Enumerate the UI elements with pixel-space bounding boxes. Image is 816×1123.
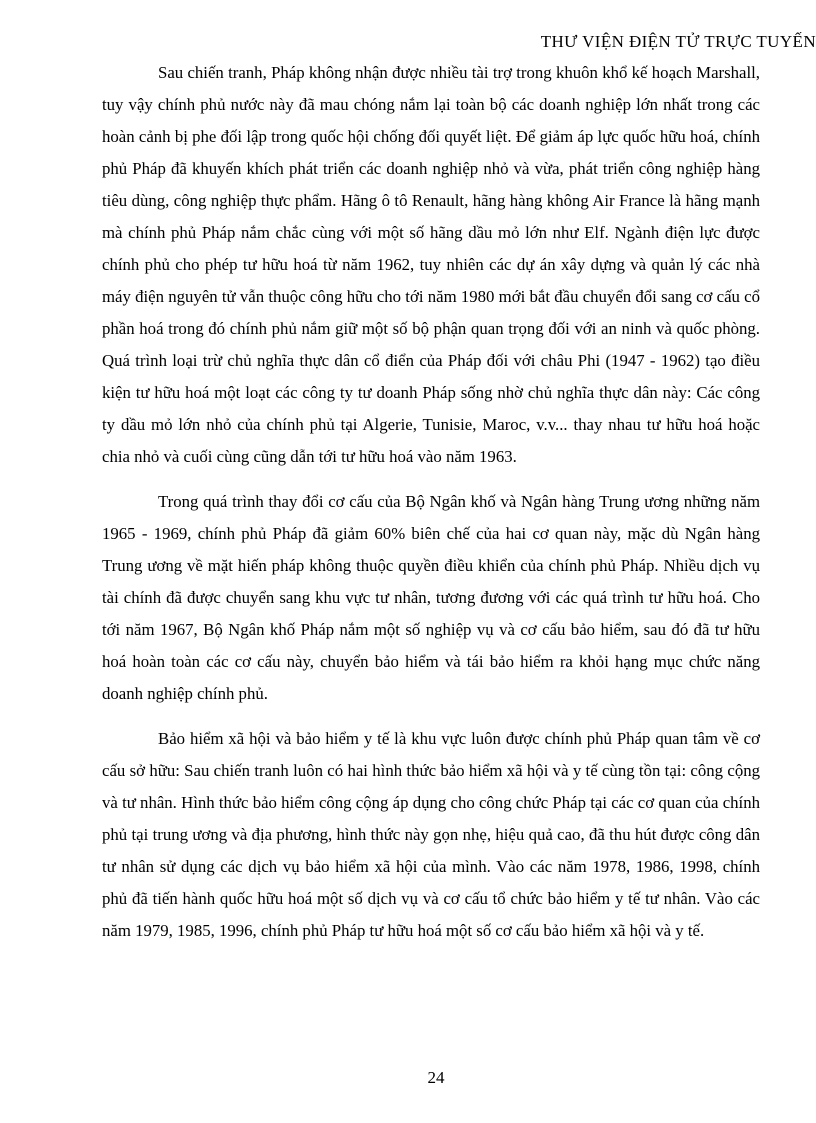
running-header: THƯ VIỆN ĐIỆN TỬ TRỰC TUYẾN (540, 32, 816, 51)
paragraph-treasury-central-bank: Trong quá trình thay đổi cơ cấu của Bộ Ngân khố và Ngân hàng Trung ương những năm 1965 - 1969, chính phủ Pháp đã giảm 60% biên chế của hai cơ quan này, mặc dù Ngân hàng Trung ương về mặt hiến pháp không thuộc quyền điều khiển của chính phủ Pháp. Nhiều dịch vụ tài chính đã được chuyển sang khu vực tư nhân, tương đương với các quá trình tư hữu hoá. Cho tới năm 1967, Bộ Ngân khố Pháp nắm một số nghiệp vụ và cơ cấu bảo hiểm, sau đó đã tư hữu hoá hoàn toàn các cơ cấu này, chuyển bảo hiểm và tái bảo hiểm ra khỏi hạng mục chức năng doanh nghiệp chính phủ. (102, 492, 760, 703)
paragraph-social-health-insurance: Bảo hiểm xã hội và bảo hiểm y tế là khu vực luôn được chính phủ Pháp quan tâm về cơ cấu sở hữu: Sau chiến tranh luôn có hai hình thức bảo hiểm xã hội và y tế cùng tồn tại: công cộng và tư nhân. Hình thức bảo hiểm công cộng áp dụng cho công chức Pháp tại các cơ quan của chính phủ tại trung ương và địa phương, hình thức này gọn nhẹ, hiệu quả cao, đã thu hút được công dân tư nhân sử dụng các dịch vụ bảo hiểm xã hội của mình. Vào các năm 1978, 1986, 1998, chính phủ đã tiến hành quốc hữu hoá một số dịch vụ và cơ cấu tổ chức bảo hiểm y tế tư nhân. Vào các năm 1979, 1985, 1996, chính phủ Pháp tư hữu hoá một số cơ cấu bảo hiểm xã hội và y tế. (102, 729, 760, 940)
page-number: 24 (427, 1068, 445, 1087)
body-text (102, 57, 760, 947)
paragraph-privatization-post-war: Sau chiến tranh, Pháp không nhận được nhiều tài trợ trong khuôn khổ kế hoạch Marshall, tuy vậy chính phủ nước này đã mau chóng nắm lại toàn bộ các doanh nghiệp lớn nhất trong các hoàn cảnh bị phe đối lập trong quốc hội chống đối quyết liệt. Để giảm áp lực quốc hữu hoá, chính phủ Pháp đã khuyến khích phát triển các doanh nghiệp nhỏ và vừa, phát triển công nghiệp hàng tiêu dùng, công nghiệp thực phẩm. Hãng ô tô Renault, hãng hàng không Air France là hãng mạnh mà chính phủ Pháp nắm chắc cùng với một số hãng dầu mỏ lớn như Elf. Ngành điện lực được chính phủ cho phép tư hữu hoá từ năm 1962, tuy nhiên các dự án xây dựng và quản lý các nhà máy điện nguyên tử vẫn thuộc công hữu cho tới năm 1980 mới bắt đầu chuyển đổi sang cơ cấu cổ phần hoá trong đó chính phủ nắm giữ một số bộ phận quan trọng đối với an ninh và quốc phòng. Quá trình loại trừ chủ nghĩa thực dân cổ điển của Pháp đối với châu Phi (1947 - 1962) tạo điều kiện tư hữu hoá một loạt các công ty tư doanh Pháp sống nhờ chủ nghĩa thực dân này: Các công ty dầu mỏ lớn nhỏ của chính phủ tại Algerie, Tunisie, Maroc, v.v... thay nhau tư hữu hoá hoặc chia nhỏ và cuối cùng cũng dẫn tới tư hữu hoá vào năm 1963. (102, 63, 760, 466)
